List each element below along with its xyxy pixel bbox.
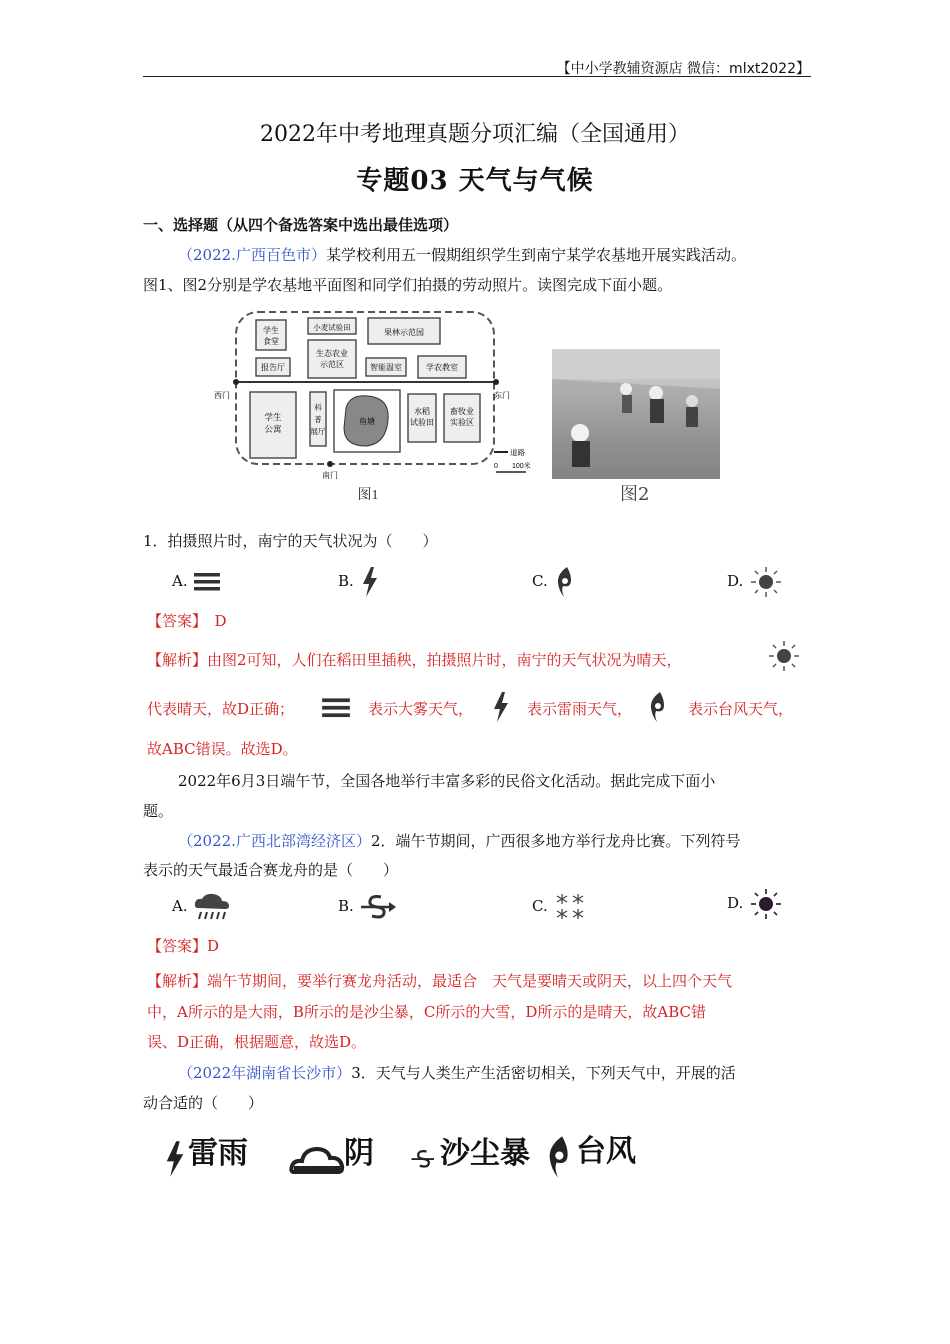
q-intro-line2: 图1、图2分别是学农基地平面图和同学们拍摄的劳动照片。读图完成下面小题。 xyxy=(143,276,673,294)
q-intro-line1 xyxy=(178,240,746,270)
q2-option-a[interactable]: A. xyxy=(172,892,232,922)
svg-text:学生: 学生 xyxy=(264,412,282,422)
section-heading: 一、选择题（从四个备选答案中选出最佳选项） xyxy=(143,216,459,234)
fog-icon xyxy=(192,570,222,594)
q2-option-b[interactable]: B. xyxy=(338,892,399,922)
svg-text:0: 0 xyxy=(494,463,498,470)
document-subtitle: 专题03 天气与气候 xyxy=(356,166,594,196)
q1-option-d[interactable]: D. xyxy=(727,566,784,598)
sandstorm-icon xyxy=(359,892,399,922)
q2-option-c[interactable]: C. xyxy=(532,892,589,922)
header-rule xyxy=(143,76,811,77)
svg-text:道路: 道路 xyxy=(510,448,525,457)
svg-text:展厅: 展厅 xyxy=(310,427,326,436)
intro2-line2: 题。 xyxy=(143,802,174,820)
q-intro-source: （2022.广西百色市） xyxy=(178,246,326,264)
q2-analysis-line3: 误、D正确，根据题意，故选D。 xyxy=(147,1033,367,1051)
svg-text:水稻: 水稻 xyxy=(414,407,430,416)
photo-caption: 图2 xyxy=(620,484,650,505)
q1-analysis-line3: 故ABC错误。故选D。 xyxy=(147,740,298,758)
q2-analysis-line2: 中，A所示的是大雨，B所示的是沙尘暴，C所示的大雪，D所示的是晴天，故ABC错 xyxy=(147,1003,706,1021)
typhoon-icon xyxy=(540,1135,576,1179)
q1-analysis-fog: 表示大雾天气， xyxy=(368,700,474,718)
svg-text:生态农业: 生态农业 xyxy=(316,349,348,358)
svg-text:鱼塘: 鱼塘 xyxy=(359,417,375,426)
svg-text:东门: 东门 xyxy=(494,391,510,400)
symbol-typhoon: 台风 xyxy=(540,1126,636,1179)
svg-text:示范区: 示范区 xyxy=(320,360,344,369)
overcast-cloud-icon xyxy=(290,1142,344,1176)
svg-text:普: 普 xyxy=(314,415,322,424)
svg-text:学农教室: 学农教室 xyxy=(426,363,458,372)
svg-text:实验区: 实验区 xyxy=(450,418,474,427)
q2-stem-line2: 表示的天气最适合赛龙舟的是（ ） xyxy=(143,861,399,879)
thunder-icon xyxy=(359,566,381,598)
typhoon-icon xyxy=(553,566,575,598)
q1-stem: 1．拍摄照片时，南宁的天气状况为（ ） xyxy=(143,532,438,550)
q1-answer: 【答案】 D xyxy=(147,612,227,630)
svg-text:智能温室: 智能温室 xyxy=(370,363,402,372)
q1-analysis-thunder: 表示雷雨天气， xyxy=(527,700,633,718)
typhoon-icon xyxy=(646,690,668,724)
campus-map-figure xyxy=(208,306,531,506)
svg-text:科: 科 xyxy=(314,403,322,412)
intro2-line1: 2022年6月3日端午节，全国各地举行丰富多彩的民俗文化活动。据此完成下面小 xyxy=(178,772,716,790)
sunny-icon xyxy=(766,640,802,672)
q2-analysis-line1: 【解析】端午节期间，要举行赛龙舟活动，最适合 天气是要晴天或阴天，以上四个天气 xyxy=(147,972,733,990)
svg-text:100米: 100米 xyxy=(512,463,531,470)
q1-analysis-line1: 【解析】由图2可知，人们在稻田里插秧，拍摄照片时，南宁的天气状况为晴天， xyxy=(147,651,682,669)
snow-icon xyxy=(553,892,589,922)
page-header-source: 【中小学教辅资源店 微信：mlxt2022】 xyxy=(556,61,810,77)
svg-text:试验田: 试验田 xyxy=(410,418,434,427)
sunny-icon xyxy=(748,566,784,598)
svg-text:西门: 西门 xyxy=(214,391,230,400)
q1-option-c[interactable]: C. xyxy=(532,566,575,598)
map-label-canteen: 学生 xyxy=(263,326,279,335)
svg-text:公寓: 公寓 xyxy=(264,424,282,434)
q1-option-b[interactable]: B. xyxy=(338,566,381,598)
q1-analysis-line2: 代表晴天，故D正确； xyxy=(147,700,295,718)
field-photo xyxy=(552,349,720,479)
svg-text:南门: 南门 xyxy=(322,471,338,480)
q1-analysis-typhoon: 表示台风天气， xyxy=(688,700,794,718)
q3-stem-line1: （2022年湖南省长沙市）3．天气与人类生产生活密切相关，下列天气中，开展的活 xyxy=(178,1064,736,1082)
thunder-icon xyxy=(490,690,512,724)
fog-icon xyxy=(320,694,352,722)
q3-stem-line2: 动合适的（ ） xyxy=(143,1094,264,1112)
q2-stem-line1: （2022.广西北部湾经济区）2．端午节期间，广西很多地方举行龙舟比赛。下列符号 xyxy=(178,832,741,850)
thunder-icon xyxy=(162,1138,188,1180)
map-caption: 图1 xyxy=(357,488,379,503)
q1-option-a[interactable]: A. xyxy=(172,570,222,594)
svg-text:小麦试验田: 小麦试验田 xyxy=(313,323,351,332)
sandstorm-icon xyxy=(410,1139,440,1179)
document-title: 2022年中考地理真题分项汇编（全国通用） xyxy=(260,122,690,147)
symbol-overcast: 阴 xyxy=(290,1128,374,1176)
sunny-icon xyxy=(748,888,784,920)
q-intro-text1: 某学校利用五一假期组织学生到南宁某学农基地开展实践活动。 xyxy=(325,246,746,264)
svg-text:畜牧业: 畜牧业 xyxy=(450,407,474,416)
svg-text:报告厅: 报告厅 xyxy=(261,363,285,372)
q2-option-d[interactable]: D. xyxy=(727,888,784,920)
symbol-sandstorm: 沙尘暴 xyxy=(410,1128,530,1179)
q2-answer: 【答案】D xyxy=(147,937,220,955)
svg-text:食堂: 食堂 xyxy=(263,337,279,346)
symbol-thunderstorm: 雷雨 xyxy=(162,1128,248,1180)
svg-text:果林示范园: 果林示范园 xyxy=(384,328,424,337)
heavy-rain-icon xyxy=(192,892,232,922)
photo-workers-illustration xyxy=(552,349,720,479)
